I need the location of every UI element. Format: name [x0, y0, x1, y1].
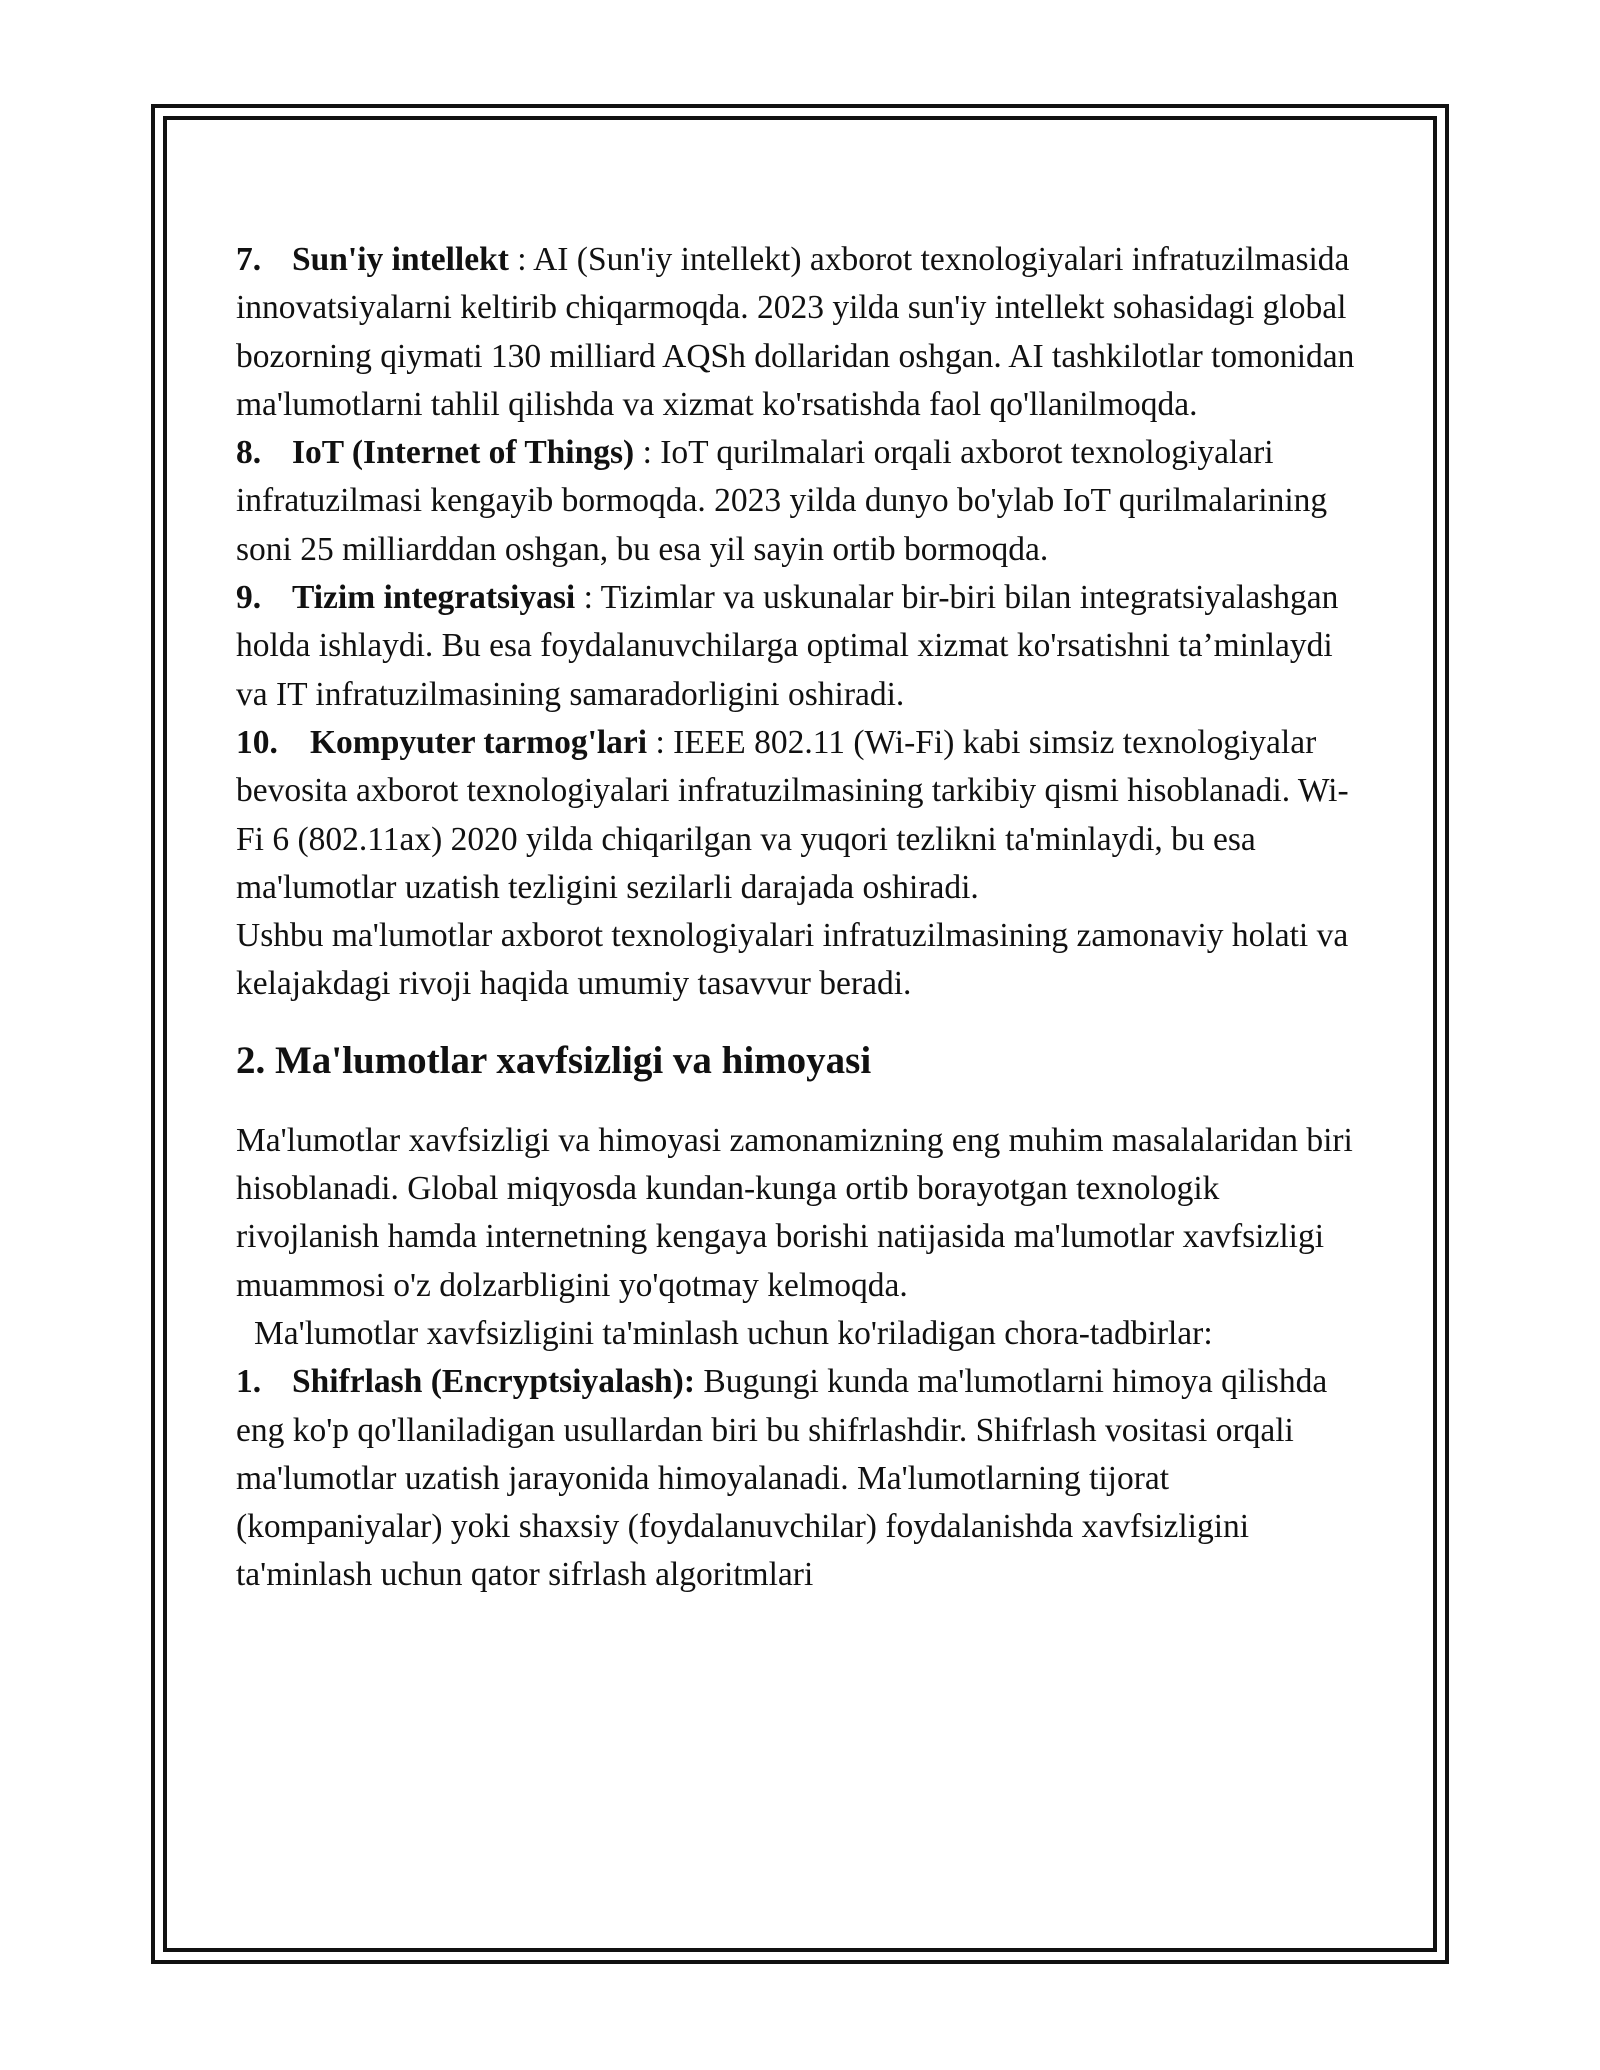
item-title: Kompyuter tarmog'lari [310, 723, 648, 761]
item-title: Shifrlash (Encryptsiyalash): [292, 1363, 695, 1401]
item-number: 1. [236, 1363, 262, 1401]
list-item-encryption [236, 1358, 1371, 1599]
item-text: Bugungi kunda ma'lumotlarni himoya qilishda eng ko'p qo'llaniladigan usullardan biri bu shifrlashdir. Shifrlash vositasi orqali ma'lumotlar uzatish jarayonida himoyalanadi. Ma'lumotlarning tijorat (kompaniyalar) yoki shaxsiy (foydalanuvchilar) foydalanishda xavfsizligini ta'minlash uchun qator sifrlash algoritmlari [236, 1363, 1328, 1594]
item-number: 8. [236, 434, 262, 472]
item-number: 10. [236, 723, 278, 761]
item-number: 9. [236, 579, 262, 617]
summary-paragraph: Ushbu ma'lumotlar axborot texnologiyalari infratuzilmasining zamonaviy holati va kelajakdagi rivoji haqida umumiy tasavvur beradi. [236, 917, 1349, 1003]
item-title: Tizim integratsiyasi [292, 579, 576, 617]
item-text: : IEEE 802.11 (Wi-Fi) kabi simsiz texnologiyalar bevosita axborot texnologiyalari infratuzilmasining tarkibiy qismi hisoblanadi. Wi-Fi 6 (802.11ax) 2020 yilda chiqarilgan va yuqori tezlikni ta'minlaydi, bu esa ma'lumotlar uzatish tezligini sezilarli darajada oshiradi. [236, 723, 1349, 906]
item-number: 7. [236, 241, 262, 278]
measures-intro: Ma'lumotlar xavfsizligini ta'minlash uchun ko'riladigan chora-tadbirlar: [254, 1314, 1213, 1352]
item-text: : Tizimlar va uskunalar bir-biri bilan integratsiyalashgan holda ishlaydi. Bu esa foydalanuvchilarga optimal xizmat ko'rsatishni ta’minlaydi va IT infratuzilmasining samaradorligini oshiradi. [236, 579, 1339, 713]
item-text: : IoT qurilmalari orqali axborot texnologiyalari infratuzilmasi kengayib bormoqda. 2023 yilda dunyo bo'ylab IoT qurilmalarining soni 25 milliarddan oshgan, bu esa yil sayin ortib bormoqda. [236, 434, 1328, 568]
section-intro-paragraph: Ma'lumotlar xavfsizligi va himoyasi zamonamizning eng muhim masalalaridan biri hisoblanadi. Global miqyosda kundan-kunga ortib borayotgan texnologik rivojlanish hamda internetning kengaya borishi natijasida ma'lumotlar xavfsizligi muammosi o'z dolzarbligini yo'qotmay kelmoqda. [236, 1121, 1353, 1304]
document-content [236, 236, 1371, 1600]
list-item-networks [236, 719, 1371, 912]
item-title: Sun'iy intellekt [292, 241, 509, 278]
item-title: IoT (Internet of Things) [292, 434, 635, 472]
list-item-ai [236, 236, 1371, 429]
item-text: : AI (Sun'iy intellekt) axborot texnologiyalari infratuzilmasida innovatsiyalarni keltirib chiqarmoqda. 2023 yilda sun'iy intellekt sohasidagi global bozorning qiymati 130 milliard AQSh dollaridan oshgan. AI tashkilotlar tomonidan ma'lumotlarni tahlil qilishda va xizmat ko'rsatishda faol qo'llanilmoqda. [236, 241, 1355, 423]
list-item-iot [236, 429, 1371, 574]
list-item-integration [236, 574, 1371, 719]
section-heading: 2. Ma'lumotlar xavfsizligi va himoyasi [236, 1038, 872, 1082]
